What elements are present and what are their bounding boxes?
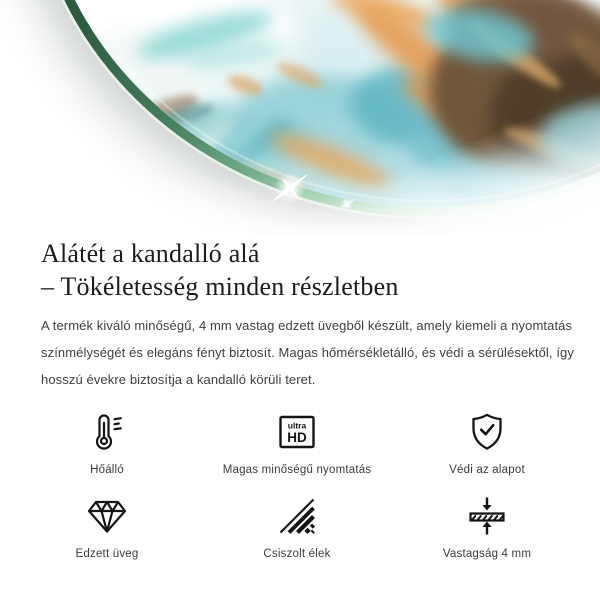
feature-label: Védi az alapot bbox=[449, 464, 525, 476]
page-title-line1: Alátét a kandalló alá bbox=[41, 239, 260, 268]
description-line: színmélységét és elegáns fényt biztosít. Magas hőmérsékletálló, és védi a sérülésektől, így bbox=[41, 345, 574, 360]
feature-protects-base bbox=[392, 410, 582, 476]
svg-text:ultra: ultra bbox=[287, 420, 307, 431]
shield-check-icon bbox=[465, 410, 509, 454]
diamond-icon bbox=[85, 494, 129, 538]
description-line: hosszú évekre biztosítja a kandalló körüli teret. bbox=[41, 372, 316, 387]
product-description bbox=[41, 312, 600, 393]
feature-label: Hőálló bbox=[90, 464, 124, 476]
thermometer-icon bbox=[85, 410, 129, 454]
feature-label: Magas minőségű nyomtatás bbox=[222, 464, 372, 476]
polished-edges-icon bbox=[275, 494, 319, 538]
feature-heat-resistant bbox=[12, 410, 202, 476]
feature-polished-edges bbox=[202, 494, 392, 560]
feature-label: Vastagság 4 mm bbox=[442, 548, 532, 560]
thickness-icon bbox=[465, 494, 509, 538]
feature-tempered-glass bbox=[12, 494, 202, 560]
product-photo bbox=[0, 0, 600, 235]
feature-label: Edzett üveg bbox=[75, 548, 139, 560]
feature-thickness bbox=[392, 494, 582, 560]
feature-grid bbox=[12, 410, 600, 560]
feature-ultra-hd-print bbox=[202, 410, 392, 476]
page-title bbox=[41, 235, 600, 303]
svg-text:HD: HD bbox=[287, 430, 307, 445]
description-line: A termék kiváló minőségű, 4 mm vastag edzett üvegből készült, amely kiemeli a nyomtatás bbox=[41, 318, 573, 333]
glass-mat-illustration bbox=[0, 0, 600, 235]
feature-label: Csiszolt élek bbox=[263, 548, 331, 560]
page-title-line2: – Tökéletesség minden részletben bbox=[41, 272, 399, 301]
ultra-hd-icon bbox=[275, 410, 319, 454]
